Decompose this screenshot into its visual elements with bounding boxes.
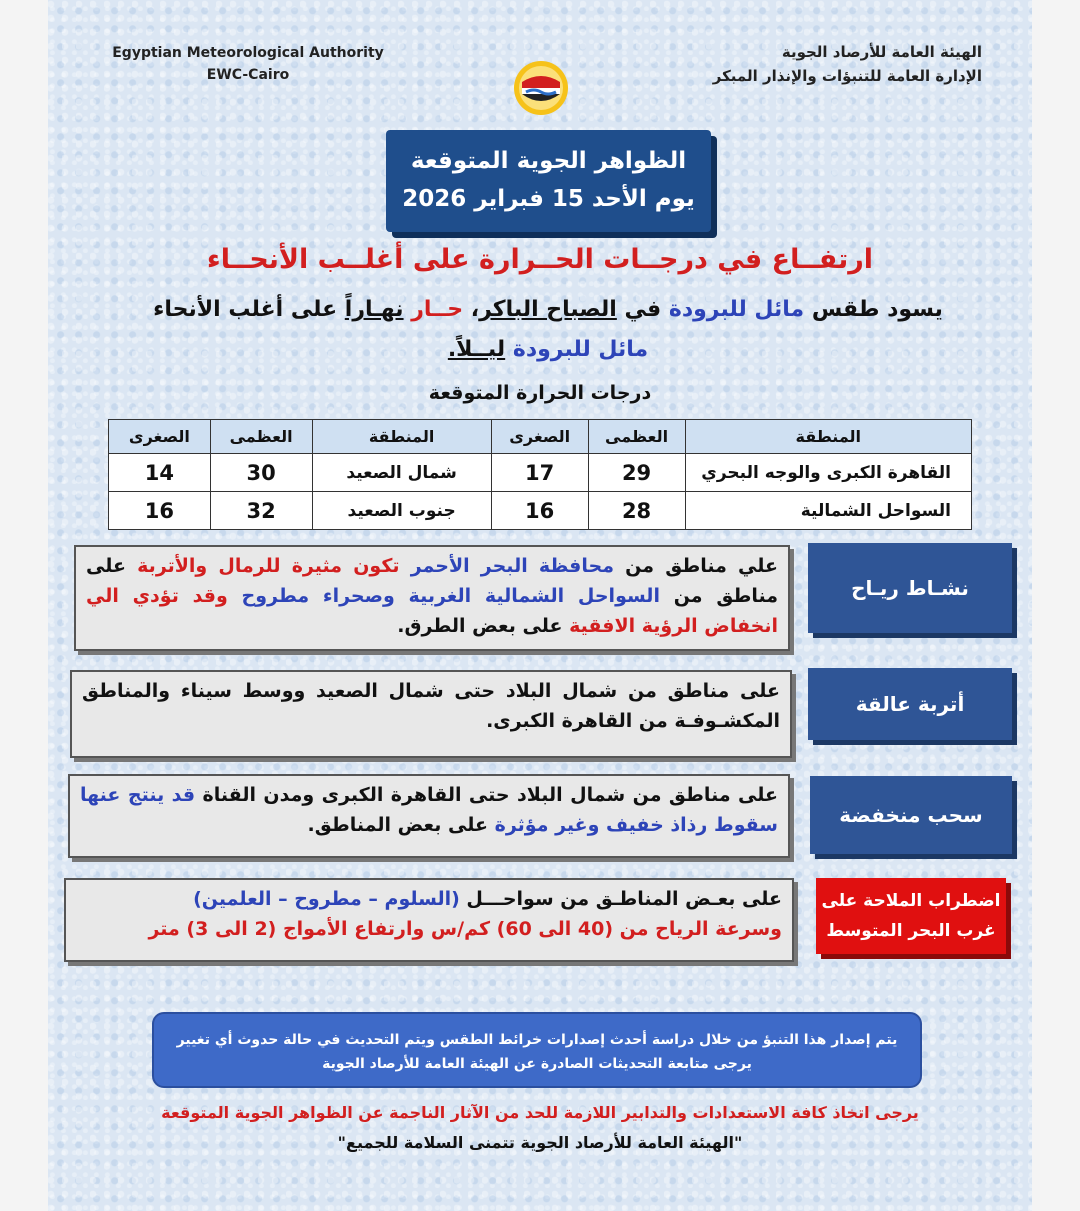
- bulletin-page: [48, 0, 1032, 1211]
- dust-text: على مناطق من شمال البلاد حتى شمال الصعيد ووسط سيناء والمناطق المكشـوفـة من القاهرة الكبرى.: [70, 670, 792, 758]
- header-arabic: [652, 40, 982, 88]
- summary-part: ،: [463, 297, 480, 322]
- sea-line-1: [76, 884, 782, 914]
- forecast-note: [152, 1012, 922, 1088]
- sea-part: على بعـض المناطـق من سواحـــل: [459, 888, 782, 910]
- sea-label: اضطراب الملاحة على غرب البحر المتوسط: [816, 878, 1006, 954]
- max-temp-cell: 30: [210, 454, 312, 492]
- weather-summary: [148, 290, 948, 370]
- winds-label: نشـاط ريـاح: [808, 543, 1012, 633]
- summary-part: في: [616, 297, 669, 322]
- summary-part: يسود طقس: [804, 297, 943, 322]
- summary-line-1: [148, 290, 948, 330]
- winds-part: على مناطق من: [86, 555, 778, 607]
- min-temp-cell: 16: [109, 492, 211, 530]
- region-cell: جنوب الصعيد: [312, 492, 491, 530]
- winds-part: على بعض الطرق.: [397, 615, 570, 637]
- temps-title: درجات الحرارة المتوقعة: [428, 382, 652, 404]
- col-min: الصغرى: [491, 420, 588, 454]
- min-temp-cell: 17: [491, 454, 588, 492]
- summary-part: حــار: [411, 297, 464, 322]
- summary-part: مائل للبرودة: [668, 297, 805, 322]
- summary-line-2: [148, 330, 948, 370]
- winds-part: السواحل الشمالية الغربية وصحراء مطروح: [241, 585, 660, 607]
- region-cell: القاهرة الكبرى والوجه البحري: [685, 454, 971, 492]
- col-max: العظمى: [588, 420, 685, 454]
- col-min: الصغرى: [109, 420, 211, 454]
- min-temp-cell: 16: [491, 492, 588, 530]
- dust-label: أتربة عالقة: [808, 668, 1012, 740]
- col-region: المنطقة: [312, 420, 491, 454]
- region-cell: السواحل الشمالية: [685, 492, 971, 530]
- table-row: [109, 454, 972, 492]
- note-line-1: يتم إصدار هذا التنبؤ من خلال دراسة أحدث إصدارات خرائط الطقس ويتم التحديث في حالة حدوث أي تغيير: [176, 1032, 898, 1048]
- winds-part: تكون مثيرة للرمال والأتربة: [137, 555, 411, 577]
- sea-line-2: وسرعة الرياح من (40 الى 60) كم/س وارتفاع الأمواج (2 الى 3) متر: [148, 918, 782, 940]
- header-ar-department: الإدارة العامة للتنبؤات والإنذار المبكر: [712, 67, 982, 85]
- title-phenomena: الظواهر الجوية المتوقعة: [410, 148, 687, 174]
- clouds-text: [68, 774, 790, 858]
- clouds-label: سحب منخفضة: [810, 776, 1012, 854]
- summary-part: الصباح الباكر: [479, 297, 617, 322]
- clouds-part: قد ينتج عنها سقوط رذاذ خفيف وغير مؤثرة: [80, 784, 778, 836]
- sea-text: [64, 878, 794, 962]
- min-temp-cell: 14: [109, 454, 211, 492]
- max-temp-cell: 28: [588, 492, 685, 530]
- title-date: يوم الأحد 15 فبراير 2026: [402, 186, 695, 212]
- max-temp-cell: 29: [588, 454, 685, 492]
- footer-warning: يرجى اتخاذ كافة الاستعدادات والتدابير اللازمة للحد من الآثار الناجمة عن الظواهر الجوية المتوقعة: [161, 1103, 919, 1122]
- winds-text: [74, 545, 790, 651]
- summary-part: مائل للبرودة: [512, 337, 649, 362]
- summary-part: على أغلب الأنحاء: [153, 297, 345, 322]
- winds-part: محافظة البحر الأحمر: [410, 555, 614, 577]
- header-english: [108, 42, 388, 86]
- region-cell: شمال الصعيد: [312, 454, 491, 492]
- summary-part: [505, 337, 513, 362]
- winds-part: وقد تؤدي الي انخفاض الرؤية الافقية: [86, 585, 778, 637]
- note-line-2: يرجى متابعة التحديثات الصادرة عن الهيئة العامة للأرصاد الجوية: [322, 1056, 752, 1072]
- col-max: العظمى: [210, 420, 312, 454]
- authority-logo-icon: [506, 58, 576, 116]
- clouds-part: على بعض المناطق.: [307, 814, 495, 836]
- summary-part: نهـاراً: [344, 297, 404, 322]
- clouds-part: على مناطق من شمال البلاد حتى القاهرة الكبرى ومدن القناة: [195, 784, 778, 806]
- temps-table: [108, 419, 972, 530]
- col-region: المنطقة: [685, 420, 971, 454]
- table-row: [109, 492, 972, 530]
- title-box: [386, 130, 711, 232]
- max-temp-cell: 32: [210, 492, 312, 530]
- table-header-row: [109, 420, 972, 454]
- footer-safety: "الهيئة العامة للأرصاد الجوية تتمنى السلامة للجميع": [337, 1133, 743, 1152]
- header-ar-authority: الهيئة العامة للأرصاد الجوية: [781, 43, 982, 61]
- winds-part: علي مناطق من: [613, 555, 779, 577]
- header-en-center: EWC-Cairo: [206, 67, 290, 83]
- summary-part: ليــلاً.: [447, 337, 506, 362]
- headline: ارتفــاع في درجــات الحــرارة على أغلــب الأنحــاء: [206, 244, 874, 275]
- header-en-authority: Egyptian Meteorological Authority: [112, 45, 384, 61]
- sea-part: (السلوم – مطروح – العلمين): [193, 888, 460, 910]
